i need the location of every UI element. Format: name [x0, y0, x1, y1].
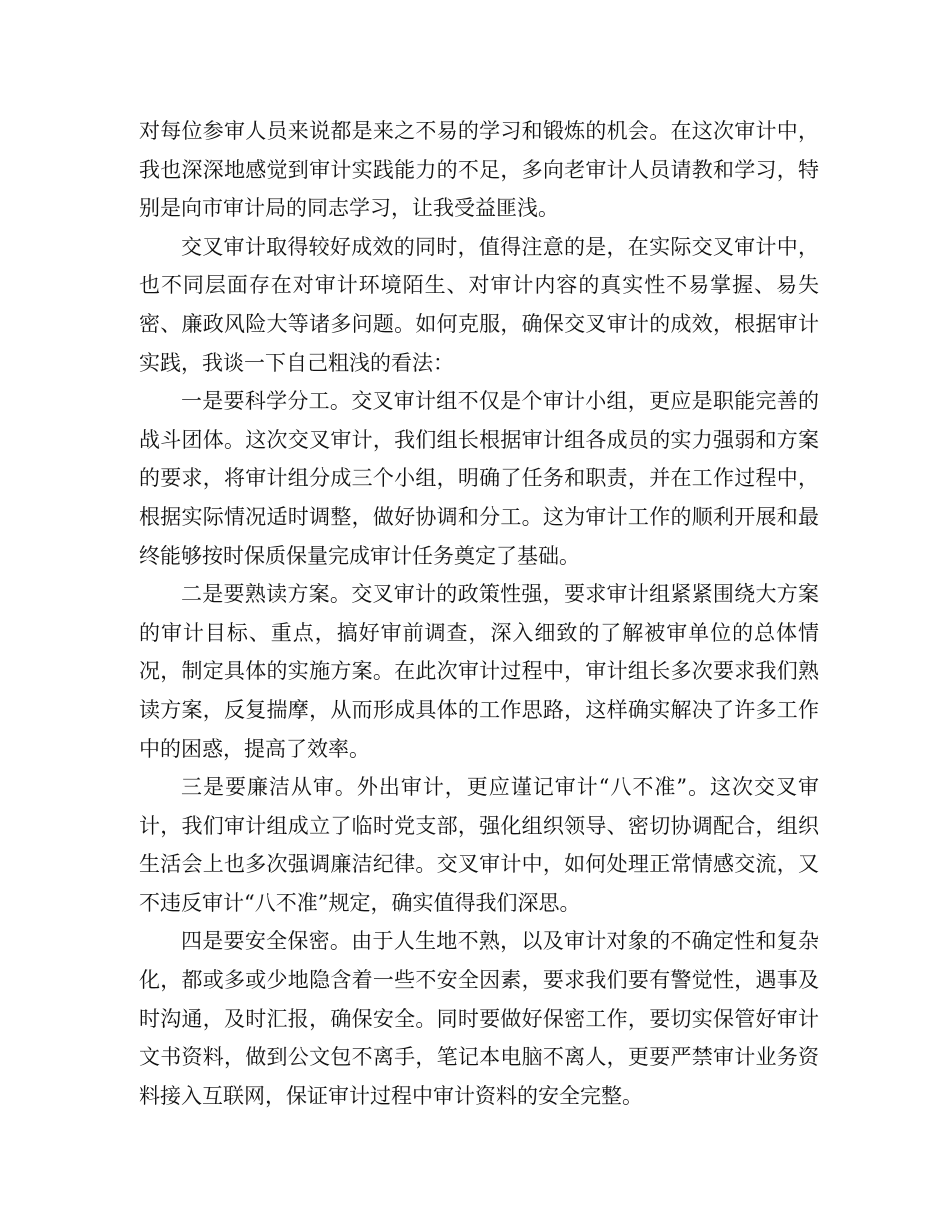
paragraph-cross-audit-issues: 交叉审计取得较好成效的同时，值得注意的是，在实际交叉审计中，也不同层面存在对审计环境陌生、对审计内容的真实性不易掌握、易失密、廉政风险大等诸多问题。如何克服，确保交叉审计的成效，根据审计实践，我谈一下自己粗浅的看法： [139, 234, 819, 375]
paragraph-integrity: 三是要廉洁从审。外出审计，更应谨记审计“八不准”。这次交叉审计，我们审计组成立了临时党支部，强化组织领导、密切协调配合，组织生活会上也多次强调廉洁纪律。交叉审计中，如何处理正常情感交流，又不违反审计“八不准”规定，确实值得我们深思。 [139, 775, 819, 915]
paragraph-security: 四是要安全保密。由于人生地不熟，以及审计对象的不确定性和复杂化，都或多或少地隐含着一些不安全因素，要求我们要有警觉性，遇事及时沟通，及时汇报，确保安全。同时要做好保密工作，要切实保管好审计文书资料，做到公文包不离手，笔记本电脑不离人，更要严禁审计业务资料接入互联网，保证审计过程中审计资料的安全完整。 [139, 929, 819, 1108]
document-body [139, 112, 819, 1115]
paragraph-read-plan: 二是要熟读方案。交叉审计的政策性强，要求审计组紧紧围绕大方案的审计目标、重点，搞好审前调查，深入细致的了解被审单位的总体情况，制定具体的实施方案。在此次审计过程中，审计组长多次要求我们熟读方案，反复揣摩，从而形成具体的工作思路，这样确实解决了许多工作中的困惑，提高了效率。 [139, 582, 819, 761]
paragraph-division-of-labor: 一是要科学分工。交叉审计组不仅是个审计小组，更应是职能完善的战斗团体。这次交叉审计，我们组长根据审计组各成员的实力强弱和方案的要求，将审计组分成三个小组，明确了任务和职责，并在工作过程中，根据实际情况适时调整，做好协调和分工。这为审计工作的顺利开展和最终能够按时保质保量完成审计任务奠定了基础。 [139, 389, 819, 568]
paragraph-continued: 对每位参审人员来说都是来之不易的学习和锻炼的机会。在这次审计中，我也深深地感觉到审计实践能力的不足，多向老审计人员请教和学习，特别是向市审计局的同志学习，让我受益匪浅。 [139, 119, 819, 221]
